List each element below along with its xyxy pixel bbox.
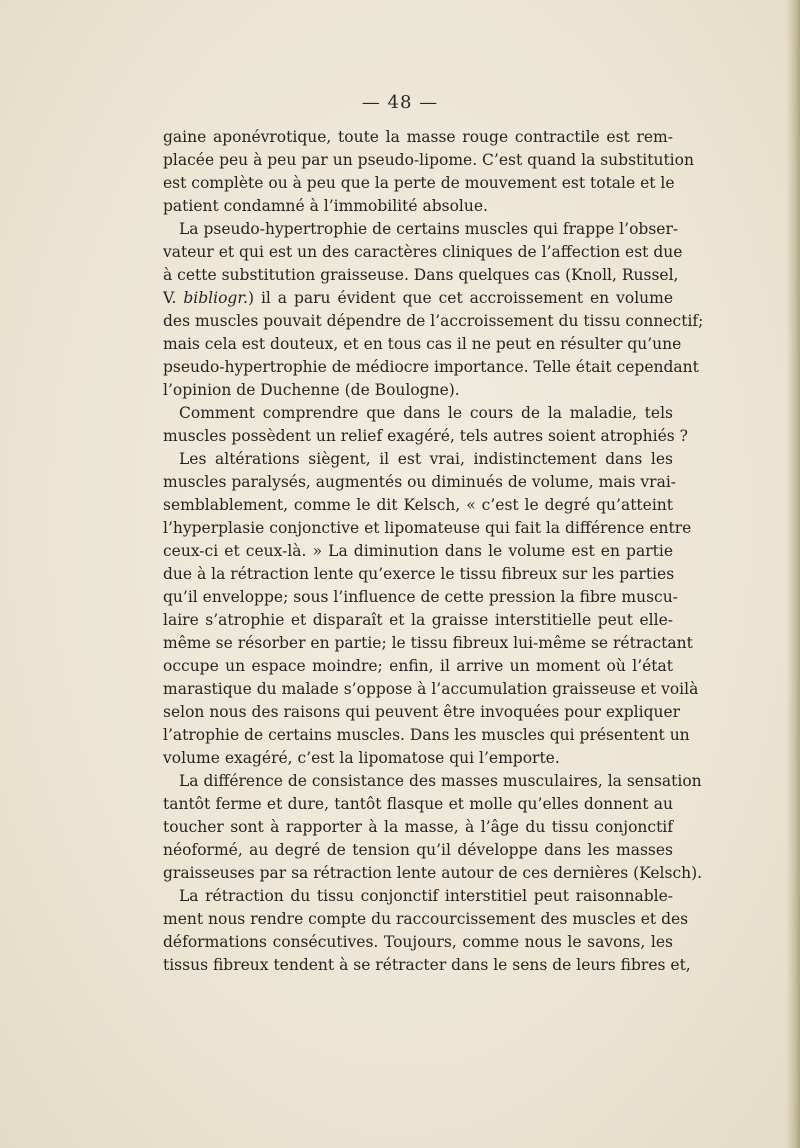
text-line-with-italic xyxy=(163,287,673,310)
text-line: à cette substitution graisseuse. Dans quelques cas (Knoll, Russel, xyxy=(163,266,679,284)
text-line: patient condamné à l’immobilité absolue. xyxy=(163,197,488,215)
text-line: gaine aponévrotique, toute la masse rouge contractile est rem- xyxy=(163,128,673,146)
paragraph-start: Les altérations siègent, il est vrai, indistinctement dans les xyxy=(179,450,673,468)
text-line: occupe un espace moindre; enfin, il arrive un moment où l’état xyxy=(163,657,673,675)
paragraph-start: Comment comprendre que dans le cours de la maladie, tels xyxy=(179,404,673,422)
body-text xyxy=(163,126,704,977)
text-line: due à la rétraction lente qu’exerce le tissu fibreux sur les parties xyxy=(163,565,675,583)
text-line: muscles paralysés, augmentés ou diminués de volume, mais vrai- xyxy=(163,473,677,491)
text-line: l’opinion de Duchenne (de Boulogne). xyxy=(163,381,460,399)
italic-reference: bibliogr. xyxy=(183,289,248,307)
text-line: l’hyperplasie conjonctive et lipomateuse qui fait la différence entre xyxy=(163,519,692,537)
text-line: tantôt ferme et dure, tantôt flasque et molle qu’elles donnent au xyxy=(163,795,673,813)
paragraph-start: La pseudo-hypertrophie de certains muscles qui frappe l’obser- xyxy=(179,220,679,238)
text-line: même se résorber en partie; le tissu fibreux lui-même se rétractant xyxy=(163,634,693,652)
text-line: selon nous des raisons qui peuvent être invoquées pour expliquer xyxy=(163,703,681,721)
text-line: graisseuses par sa rétraction lente autour de ces dernières (Kelsch). xyxy=(163,864,703,882)
text-line: mais cela est douteux, et en tous cas il ne peut en résulter qu’une xyxy=(163,335,682,353)
paragraph-start: La rétraction du tissu conjonctif interstitiel peut raisonnable- xyxy=(179,887,673,905)
text-line: ceux-ci et ceux-là. » La diminution dans le volume est en partie xyxy=(163,542,673,560)
text-line: volume exagéré, c’est la lipomatose qui l’emporte. xyxy=(163,749,560,767)
text-line: qu’il enveloppe; sous l’influence de cette pression la fibre muscu- xyxy=(163,588,678,606)
text-line: semblablement, comme le dit Kelsch, « c’est le degré qu’atteint xyxy=(163,496,673,514)
text-line: néoformé, au degré de tension qu’il développe dans les masses xyxy=(163,841,673,859)
page-number: — 48 — xyxy=(361,92,439,113)
text-line: toucher sont à rapporter à la masse, à l’âge du tissu conjonctif xyxy=(163,818,673,836)
text-line: placée peu à peu par un pseudo-lipome. C’est quand la substitution xyxy=(163,151,694,169)
text-fragment: ) il a paru évident que cet accroissement en volume xyxy=(247,289,673,307)
text-line: déformations consécutives. Toujours, comme nous le savons, les xyxy=(163,933,673,951)
text-line: des muscles pouvait dépendre de l’accroissement du tissu connectif; xyxy=(163,312,704,330)
text-line: ment nous rendre compte du raccourcissement des muscles et des xyxy=(163,910,689,928)
text-fragment: V. xyxy=(163,289,184,307)
text-line: vateur et qui est un des caractères cliniques de l’affection est due xyxy=(163,243,683,261)
text-line: tissus fibreux tendent à se rétracter dans le sens de leurs fibres et, xyxy=(163,956,691,974)
text-line: marastique du malade s’oppose à l’accumulation graisseuse et voilà xyxy=(163,680,699,698)
text-line: muscles possèdent un relief exagéré, tels autres soient atrophiés ? xyxy=(163,427,688,445)
text-line: pseudo-hypertrophie de médiocre importance. Telle était cependant xyxy=(163,358,699,376)
paragraph-start: La différence de consistance des masses musculaires, la sensation xyxy=(179,772,702,790)
text-line: laire s’atrophie et disparaît et la graisse interstitielle peut elle- xyxy=(163,611,673,629)
text-line: l’atrophie de certains muscles. Dans les muscles qui présentent un xyxy=(163,726,690,744)
text-line: est complète ou à peu que la perte de mouvement est totale et le xyxy=(163,174,675,192)
page-edge-shadow xyxy=(786,0,800,1148)
